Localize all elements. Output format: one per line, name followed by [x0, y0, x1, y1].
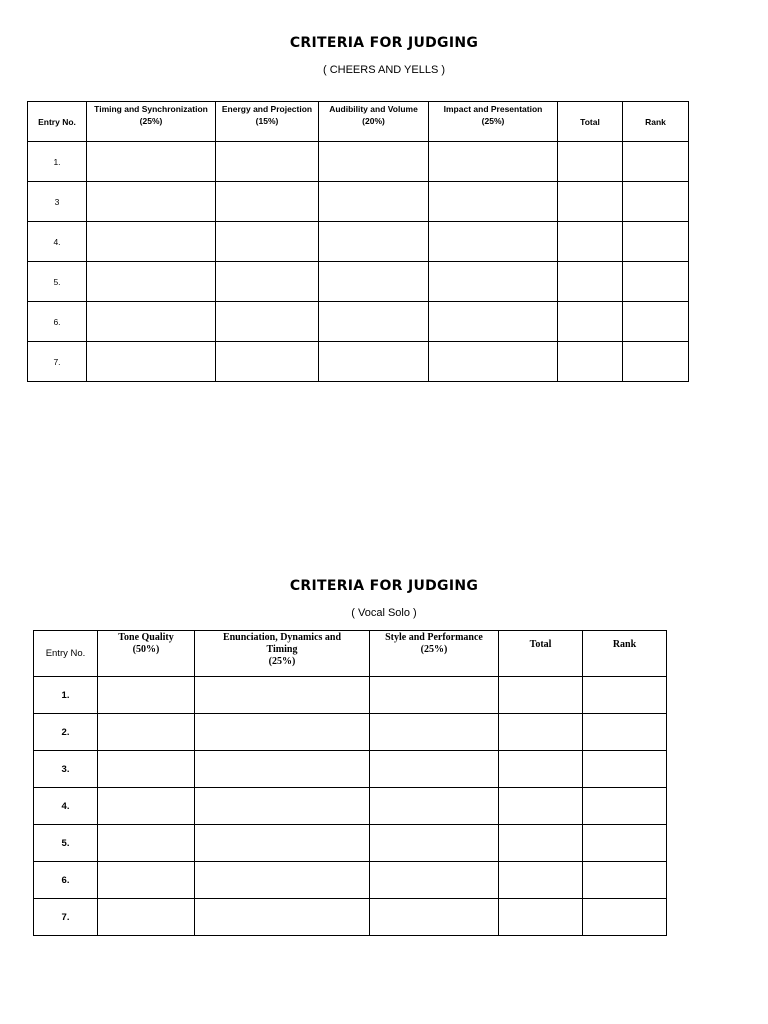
entry-number: 6. [28, 302, 87, 342]
rank-cell[interactable] [623, 262, 689, 302]
rank-cell[interactable] [623, 302, 689, 342]
entry-number: 2. [34, 714, 98, 751]
total-cell[interactable] [558, 302, 623, 342]
rank-cell[interactable] [583, 862, 667, 899]
score-cell[interactable] [216, 302, 319, 342]
score-cell[interactable] [319, 182, 429, 222]
score-cell[interactable] [216, 182, 319, 222]
judging-table-vocal-solo [33, 630, 667, 936]
rank-cell[interactable] [583, 788, 667, 825]
rank-cell[interactable] [623, 182, 689, 222]
total-cell[interactable] [499, 788, 583, 825]
rank-cell[interactable] [583, 677, 667, 714]
score-cell[interactable] [195, 714, 370, 751]
score-cell[interactable] [429, 142, 558, 182]
score-cell[interactable] [319, 262, 429, 302]
score-cell[interactable] [216, 142, 319, 182]
entry-number: 6. [34, 862, 98, 899]
header-impact: Impact and Presentation (25%) [429, 102, 558, 142]
entry-number: 7. [34, 899, 98, 936]
score-cell[interactable] [429, 222, 558, 262]
score-cell[interactable] [429, 262, 558, 302]
score-cell[interactable] [87, 142, 216, 182]
section-title: CRITERIA FOR JUDGING [289, 578, 479, 594]
total-cell[interactable] [499, 677, 583, 714]
score-cell[interactable] [370, 788, 499, 825]
total-cell[interactable] [499, 751, 583, 788]
table-row [28, 142, 689, 182]
table-row [34, 751, 667, 788]
score-cell[interactable] [195, 788, 370, 825]
header-energy: Energy and Projection (15%) [216, 102, 319, 142]
score-cell[interactable] [370, 899, 499, 936]
header-entry-no: Entry No. [28, 102, 87, 142]
table-row [28, 342, 689, 382]
entry-number: 4. [34, 788, 98, 825]
section-subtitle: ( Vocal Solo ) [351, 607, 417, 619]
rank-cell[interactable] [623, 222, 689, 262]
score-cell[interactable] [195, 677, 370, 714]
header-rank: Rank [623, 102, 689, 142]
table-row [28, 222, 689, 262]
score-cell[interactable] [429, 342, 558, 382]
score-cell[interactable] [98, 788, 195, 825]
table-header-row [28, 102, 689, 142]
section-subtitle: ( CHEERS AND YELLS ) [322, 64, 446, 76]
rank-cell[interactable] [583, 751, 667, 788]
header-total: Total [499, 631, 583, 677]
score-cell[interactable] [98, 714, 195, 751]
table-row [28, 302, 689, 342]
total-cell[interactable] [499, 714, 583, 751]
score-cell[interactable] [98, 862, 195, 899]
table-row [34, 788, 667, 825]
rank-cell[interactable] [583, 714, 667, 751]
score-cell[interactable] [370, 714, 499, 751]
entry-number: 5. [34, 825, 98, 862]
score-cell[interactable] [98, 899, 195, 936]
rank-cell[interactable] [623, 342, 689, 382]
header-timing: Timing and Synchronization (25%) [87, 102, 216, 142]
header-style: Style and Performance (25%) [370, 631, 499, 677]
rank-cell[interactable] [583, 899, 667, 936]
table-row [28, 182, 689, 222]
score-cell[interactable] [195, 862, 370, 899]
score-cell[interactable] [429, 182, 558, 222]
score-cell[interactable] [87, 182, 216, 222]
total-cell[interactable] [558, 342, 623, 382]
total-cell[interactable] [499, 899, 583, 936]
section-title: CRITERIA FOR JUDGING [289, 35, 479, 51]
header-tone-quality: Tone Quality (50%) [98, 631, 195, 677]
score-cell[interactable] [87, 302, 216, 342]
rank-cell[interactable] [623, 142, 689, 182]
table-row [34, 714, 667, 751]
score-cell[interactable] [87, 342, 216, 382]
score-cell[interactable] [370, 825, 499, 862]
total-cell[interactable] [558, 182, 623, 222]
table-row [34, 825, 667, 862]
total-cell[interactable] [558, 222, 623, 262]
score-cell[interactable] [216, 342, 319, 382]
entry-number: 1. [34, 677, 98, 714]
table-header-row [34, 631, 667, 677]
score-cell[interactable] [216, 222, 319, 262]
header-rank: Rank [583, 631, 667, 677]
score-cell[interactable] [319, 222, 429, 262]
score-cell[interactable] [370, 751, 499, 788]
total-cell[interactable] [558, 142, 623, 182]
rank-cell[interactable] [583, 825, 667, 862]
entry-number: 4. [28, 222, 87, 262]
header-enunciation: Enunciation, Dynamics and Timing (25%) [195, 631, 370, 677]
table-row [34, 862, 667, 899]
score-cell[interactable] [195, 751, 370, 788]
table-row [34, 899, 667, 936]
score-cell[interactable] [319, 142, 429, 182]
score-cell[interactable] [195, 899, 370, 936]
score-cell[interactable] [429, 302, 558, 342]
header-audibility: Audibility and Volume (20%) [319, 102, 429, 142]
score-cell[interactable] [98, 825, 195, 862]
score-cell[interactable] [98, 751, 195, 788]
entry-number: 5. [28, 262, 87, 302]
score-cell[interactable] [87, 222, 216, 262]
header-entry-no: Entry No. [34, 631, 98, 677]
judging-table-cheers [27, 101, 689, 382]
entry-number: 7. [28, 342, 87, 382]
entry-number: 1. [28, 142, 87, 182]
score-cell[interactable] [370, 677, 499, 714]
score-cell[interactable] [87, 262, 216, 302]
table-row [34, 677, 667, 714]
header-total: Total [558, 102, 623, 142]
total-cell[interactable] [499, 862, 583, 899]
score-cell[interactable] [195, 825, 370, 862]
score-cell[interactable] [98, 677, 195, 714]
total-cell[interactable] [499, 825, 583, 862]
score-cell[interactable] [216, 262, 319, 302]
score-cell[interactable] [319, 302, 429, 342]
table-row [28, 262, 689, 302]
score-cell[interactable] [319, 342, 429, 382]
entry-number: 3. [34, 751, 98, 788]
score-cell[interactable] [370, 862, 499, 899]
total-cell[interactable] [558, 262, 623, 302]
entry-number: 3 [28, 182, 87, 222]
